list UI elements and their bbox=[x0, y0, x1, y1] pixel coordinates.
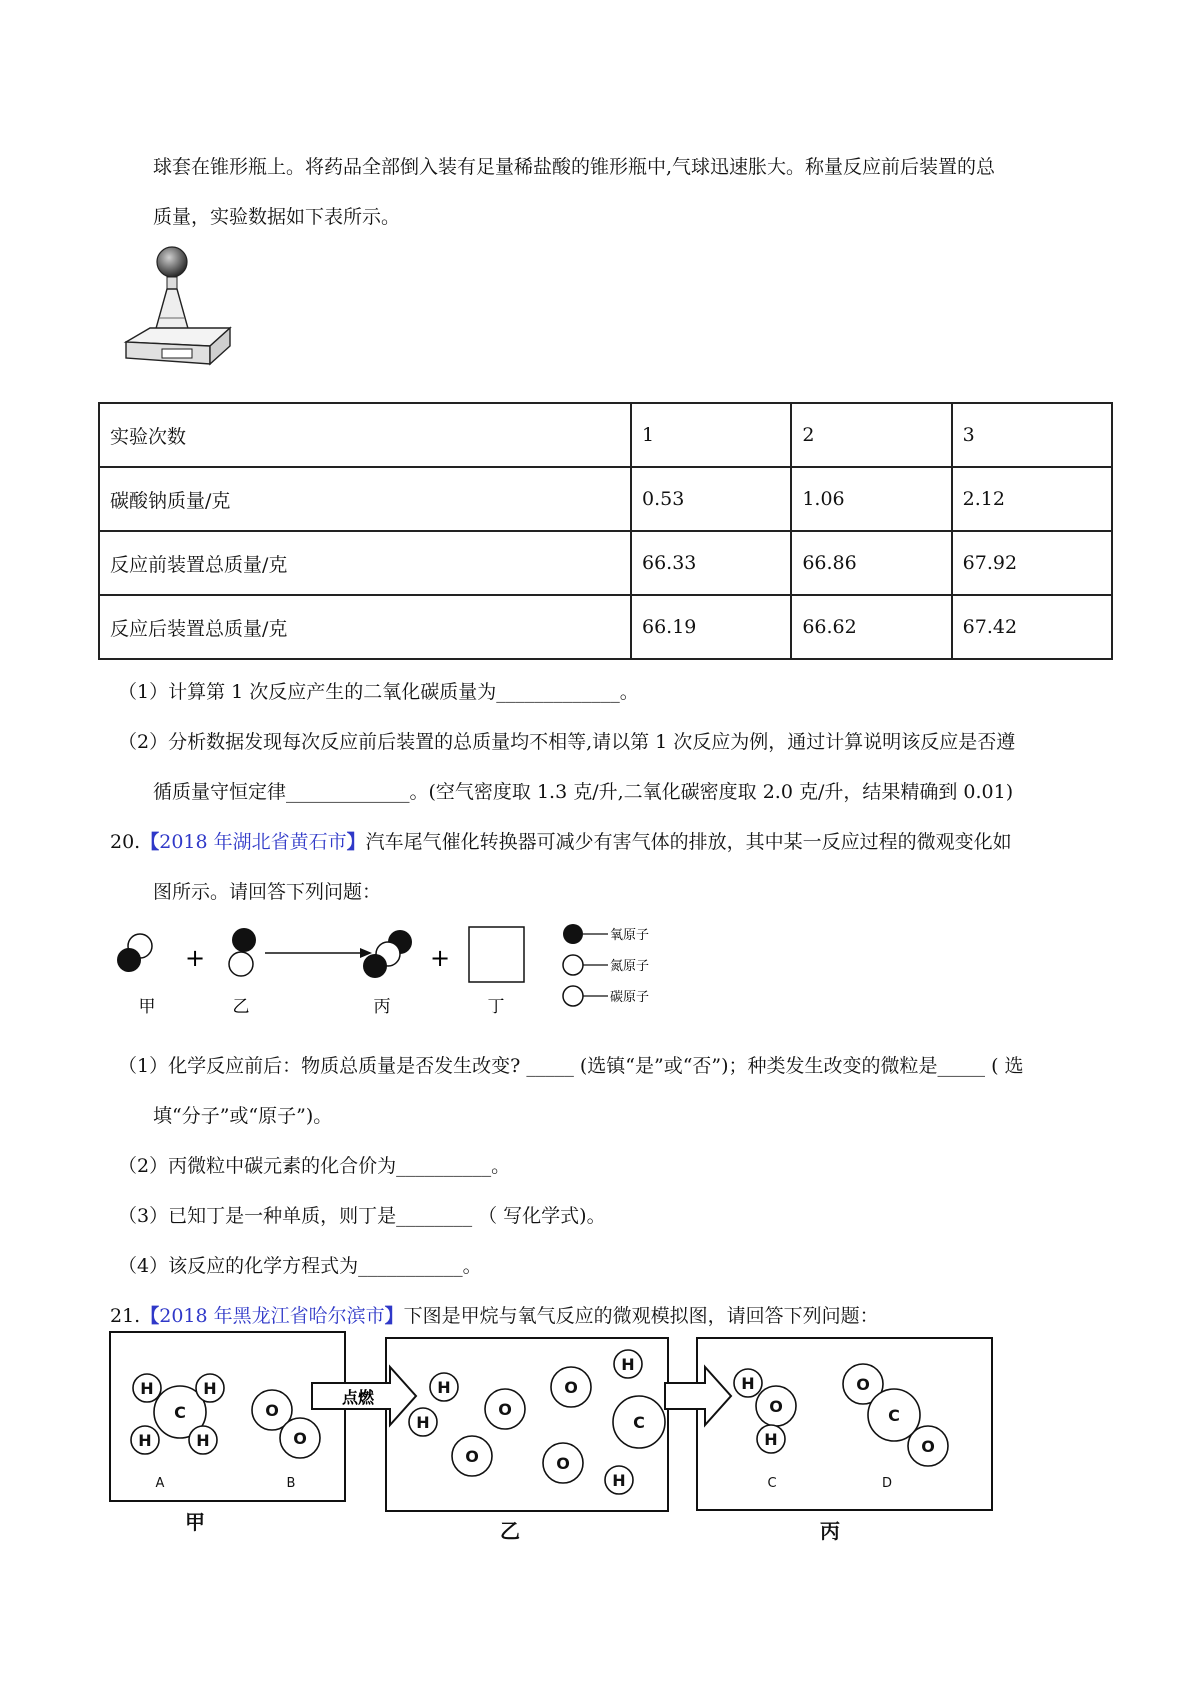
table-cell: 0.53 bbox=[631, 467, 791, 531]
q21-heading bbox=[110, 1307, 879, 1326]
experiment-data-table bbox=[98, 402, 1113, 660]
atom-label: H bbox=[741, 1374, 755, 1393]
atom-label: H bbox=[764, 1430, 778, 1449]
atom-label: H bbox=[203, 1379, 217, 1398]
table-cell: 碳酸钠质量/克 bbox=[99, 467, 631, 531]
table-row bbox=[99, 531, 1112, 595]
atom-legend bbox=[563, 924, 649, 1006]
plus-sign: + bbox=[184, 944, 206, 972]
molecule-label-d: D bbox=[881, 1476, 893, 1491]
label-ding: 丁 bbox=[487, 997, 505, 1017]
table-cell: 66.86 bbox=[791, 531, 951, 595]
atom-label: O bbox=[564, 1378, 578, 1397]
table-row bbox=[99, 467, 1112, 531]
intro-line-1: 球套在锥形瓶上。将药品全部倒入装有足量稀盐酸的锥形瓶中,气球迅速胀大。称量反应前后装置的总 bbox=[153, 156, 996, 178]
atom-label: H bbox=[416, 1413, 430, 1432]
label-yi: 乙 bbox=[232, 997, 250, 1017]
box-label-yi: 乙 bbox=[500, 1519, 520, 1543]
atom-label: H bbox=[612, 1471, 626, 1490]
table-cell: 67.92 bbox=[952, 531, 1112, 595]
table-cell: 2.12 bbox=[952, 467, 1112, 531]
legend-oxygen: 氧原子 bbox=[610, 928, 650, 943]
atom-label: H bbox=[621, 1355, 635, 1374]
table-cell: 1 bbox=[631, 403, 791, 467]
q20-sub3: （3）已知丁是一种单质，则丁是________ （ 写化学式)。 bbox=[118, 1205, 606, 1227]
q20-stem-line2: 图所示。请回答下列问题： bbox=[153, 881, 382, 903]
atom-label: H bbox=[437, 1378, 451, 1397]
atom-label: O bbox=[465, 1447, 479, 1466]
atom-label: O bbox=[265, 1401, 279, 1420]
q19-sub2-line2: 循质量守恒定律_____________。(空气密度取 1.3 克/升,二氧化碳密度取 2.0 克/升，结果精确到 0.01) bbox=[153, 781, 1014, 803]
q20-heading bbox=[110, 833, 1012, 852]
atom-label: O bbox=[293, 1429, 307, 1448]
table-cell: 67.42 bbox=[952, 595, 1112, 659]
table-cell: 实验次数 bbox=[99, 403, 631, 467]
table-cell: 1.06 bbox=[791, 467, 951, 531]
table-cell: 66.19 bbox=[631, 595, 791, 659]
box-label-bing: 丙 bbox=[820, 1519, 840, 1543]
q21-stem: 下图是甲烷与氧气反应的微观模拟图，请回答下列问题： bbox=[403, 1305, 879, 1327]
molecule-bing bbox=[363, 930, 412, 978]
q21-number: 21. bbox=[110, 1305, 141, 1327]
box-label-jia: 甲 bbox=[185, 1510, 205, 1534]
q19-sub1: （1）计算第 1 次反应产生的二氧化碳质量为_____________。 bbox=[118, 681, 639, 703]
atom-label: C bbox=[174, 1403, 186, 1422]
q19-sub2-line1: （2）分析数据发现每次反应前后装置的总质量均不相等,请以第 1 次反应为例，通过计算说明该反应是否遵 bbox=[118, 731, 1016, 753]
table-row bbox=[99, 595, 1112, 659]
atom-label: O bbox=[856, 1375, 870, 1394]
atom-label: O bbox=[769, 1397, 783, 1416]
atom-label: O bbox=[556, 1454, 570, 1473]
q20-sub1-line1: （1）化学反应前后：物质总质量是否发生改变? _____ (选镇“是”或“否”)；种类发生改变的微粒是_____ ( 选 bbox=[118, 1055, 1024, 1077]
table-cell: 66.33 bbox=[631, 531, 791, 595]
atom-label: H bbox=[138, 1431, 152, 1450]
q21-bracket-close: 】 bbox=[384, 1305, 404, 1327]
box-bing bbox=[697, 1338, 992, 1510]
table-cell: 反应后装置总质量/克 bbox=[99, 595, 631, 659]
atom-label: H bbox=[196, 1431, 210, 1450]
molecule-label-c: C bbox=[767, 1476, 777, 1491]
molecule-label-b: B bbox=[286, 1476, 296, 1491]
q20-reaction-diagram bbox=[110, 920, 700, 1020]
atom-label: O bbox=[498, 1400, 512, 1419]
table-cell: 2 bbox=[791, 403, 951, 467]
table-cell: 3 bbox=[952, 403, 1112, 467]
q20-source: 2018 年湖北省黄石市 bbox=[159, 831, 347, 853]
plus-sign: + bbox=[429, 944, 451, 972]
ding-unknown-box bbox=[469, 927, 524, 982]
q20-stem-line1: 汽车尾气催化转换器可减少有害气体的排放，其中某一反应过程的微观变化如 bbox=[365, 831, 1012, 853]
q21-combustion-diagram bbox=[0, 1330, 1200, 1560]
molecule-yi bbox=[229, 928, 256, 976]
intro-line-2: 质量，实验数据如下表所示。 bbox=[153, 206, 401, 228]
box-jia bbox=[110, 1332, 345, 1501]
table-row bbox=[99, 403, 1112, 467]
atom-label: C bbox=[888, 1406, 900, 1425]
legend-nitrogen: 氮原子 bbox=[610, 959, 650, 974]
molecule-label-a: A bbox=[155, 1476, 165, 1491]
atom-label: O bbox=[921, 1437, 935, 1456]
table-cell: 66.62 bbox=[791, 595, 951, 659]
reaction-arrow bbox=[265, 948, 372, 958]
q20-bracket-open: 【 bbox=[140, 831, 160, 853]
legend-carbon: 碳原子 bbox=[610, 990, 650, 1005]
q21-bracket-open: 【 bbox=[140, 1305, 160, 1327]
balance-flask-illustration bbox=[118, 246, 238, 388]
q20-sub4: （4）该反应的化学方程式为___________。 bbox=[118, 1255, 482, 1277]
table-cell: 反应前装置总质量/克 bbox=[99, 531, 631, 595]
q20-number: 20. bbox=[110, 831, 141, 853]
q20-sub2: （2）丙微粒中碳元素的化合价为__________。 bbox=[118, 1155, 511, 1177]
label-bing: 丙 bbox=[373, 997, 391, 1017]
atom-label: C bbox=[633, 1413, 645, 1432]
atom-label: H bbox=[140, 1379, 154, 1398]
q20-sub1-line2: 填“分子”或“原子”)。 bbox=[153, 1105, 333, 1127]
q21-source: 2018 年黑龙江省哈尔滨市 bbox=[159, 1305, 385, 1327]
molecule-jia bbox=[117, 934, 152, 972]
ignition-label: 点燃 bbox=[341, 1388, 375, 1407]
label-jia: 甲 bbox=[138, 997, 156, 1017]
q20-bracket-close: 】 bbox=[346, 831, 366, 853]
